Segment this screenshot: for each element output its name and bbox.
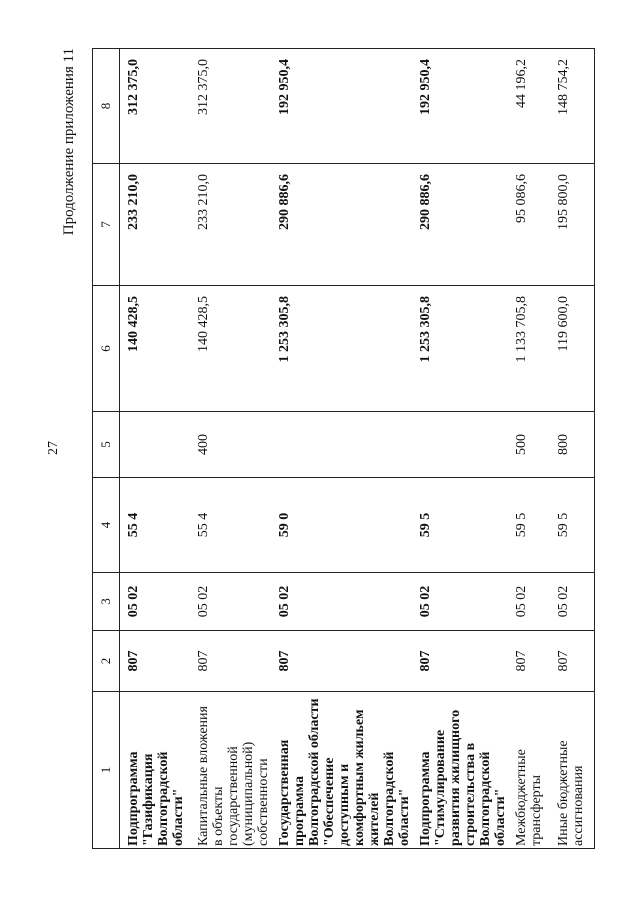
cell-amount-col8: 148 754,2 [550,49,595,164]
cell-ministry-code: 807 [550,631,595,692]
cell-expense-type: 500 [508,412,550,478]
table-row [508,49,550,849]
cell-section-code: 05 02 [508,573,550,631]
cell-section-code: 05 02 [271,573,412,631]
cell-section-code: 05 02 [412,573,508,631]
cell-section-code: 05 02 [120,573,191,631]
cell-amount-col7: 290 886,6 [412,164,508,286]
budget-table [92,48,595,849]
column-header: 1 [93,692,120,849]
cell-amount-col6: 119 600,0 [550,286,595,412]
column-header: 8 [93,49,120,164]
row-name: Государственная программа Волгоградской области "Обеспечение доступным и комфортным жильем жителей Волгоградской области" [271,692,412,849]
cell-expense-type [271,412,412,478]
cell-section-code: 05 02 [550,573,595,631]
column-header: 7 [93,164,120,286]
row-name: Межбюджетные трансферты [508,692,550,849]
cell-amount-col6: 1 253 305,8 [412,286,508,412]
cell-target-code: 55 4 [120,478,191,573]
cell-target-code: 59 5 [550,478,595,573]
cell-amount-col7: 290 886,6 [271,164,412,286]
cell-amount-col8: 44 196,2 [508,49,550,164]
cell-target-code: 59 5 [412,478,508,573]
column-header: 4 [93,478,120,573]
budget-table-rotated [92,49,602,849]
cell-ministry-code: 807 [271,631,412,692]
column-header: 6 [93,286,120,412]
table-header-row [93,49,120,849]
cell-amount-col7: 233 210,0 [120,164,191,286]
column-header: 5 [93,412,120,478]
cell-amount-col8: 312 375,0 [190,49,271,164]
cell-amount-col6: 1 133 705,8 [508,286,550,412]
cell-target-code: 59 5 [508,478,550,573]
page-number: 27 [46,441,61,455]
cell-amount-col7: 233 210,0 [190,164,271,286]
cell-amount-col8: 192 950,4 [271,49,412,164]
cell-amount-col8: 312 375,0 [120,49,191,164]
cell-section-code: 05 02 [190,573,271,631]
cell-ministry-code: 807 [508,631,550,692]
cell-ministry-code: 807 [120,631,191,692]
column-header: 2 [93,631,120,692]
cell-expense-type [120,412,191,478]
cell-expense-type [412,412,508,478]
cell-amount-col6: 1 253 305,8 [271,286,412,412]
table-row [120,49,191,849]
cell-expense-type: 400 [190,412,271,478]
table-row [550,49,595,849]
table-row [412,49,508,849]
cell-ministry-code: 807 [190,631,271,692]
table-row [190,49,271,849]
cell-amount-col7: 95 086,6 [508,164,550,286]
cell-amount-col6: 140 428,5 [190,286,271,412]
column-header: 3 [93,573,120,631]
row-name: Подпрограмма "Стимулирование развития жилищного строительства в Волгоградской области" [412,692,508,849]
cell-target-code: 55 4 [190,478,271,573]
cell-ministry-code: 807 [412,631,508,692]
row-name: Подпрограмма "Газификация Волгоградской области" [120,692,191,849]
table-row [271,49,412,849]
cell-amount-col6: 140 428,5 [120,286,191,412]
cell-expense-type: 800 [550,412,595,478]
cell-target-code: 59 0 [271,478,412,573]
cell-amount-col8: 192 950,4 [412,49,508,164]
appendix-continuation-note: Продолжение приложения 11 [61,48,77,236]
row-name: Иные бюджетные ассигнования [550,692,595,849]
cell-amount-col7: 195 800,0 [550,164,595,286]
row-name: Капитальные вложения в объекты государственной (муниципальной) собственности [190,692,271,849]
